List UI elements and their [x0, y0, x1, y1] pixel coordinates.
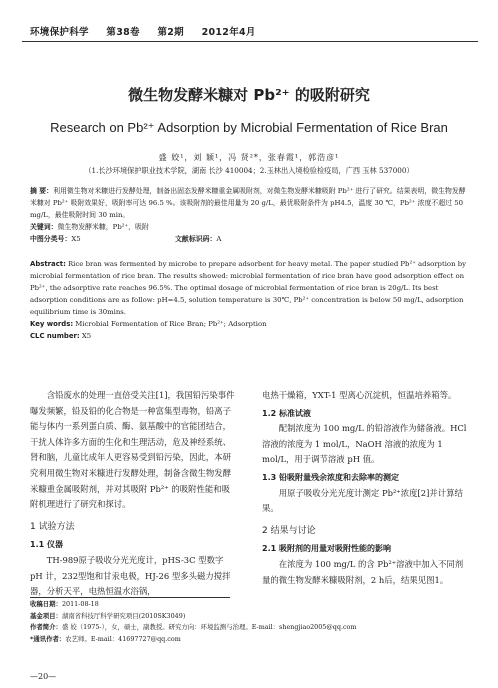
journal-name: 环境保护科学	[30, 27, 89, 38]
fund: 湖南省科技厅科学研究项目(2010SK3049)	[61, 611, 186, 620]
section-1-1-heading: 1.1 仪器	[30, 540, 63, 550]
keywords-en-label: Key words:	[30, 320, 74, 328]
doc-code: A	[216, 235, 222, 243]
section-2-1-text: 在浓度为 100 mg/L 的含 Pb²⁺溶液中加入不同剂量的微生物发酵米糠吸附剂，2 h后，结果见图1。	[262, 558, 464, 585]
footnote	[30, 599, 470, 645]
issue: 第2期	[157, 27, 184, 38]
section-1-3-heading: 1.3 铅吸附量残余浓度和去除率的测定	[262, 472, 399, 482]
doc-code-label: 文献标识码：	[175, 235, 217, 243]
clc-number: X5	[71, 235, 81, 243]
footnote-rule	[30, 597, 230, 598]
continued-text: 电热干燥箱，YXT-1 型离心沉淀机，恒温培养箱等。	[262, 390, 457, 400]
section-1-3-text: 用原子吸收分光光度计测定 Pb²⁺浓度[2]并计算结果。	[262, 487, 463, 514]
header-rule	[22, 41, 478, 42]
abstract-chinese	[30, 185, 470, 245]
clc-en-label: CLC number:	[30, 332, 80, 340]
right-column	[262, 388, 470, 588]
section-2-1-heading: 2.1 吸附剂的用量对吸附性能的影响	[262, 544, 391, 554]
title-chinese: 微生物发酵米糠对 Pb²⁺ 的吸附研究	[128, 86, 370, 104]
author-bio-label: 作者简介：	[30, 623, 62, 631]
section-1-2-text: 配制浓度为 100 mg/L 的铅溶液作为储备液。HCl 溶液的浓度为 1 mol/L，NaOH 溶液的浓度为 1 mol/L，用于调节溶液 pH 值。	[262, 423, 467, 465]
clc-en: X5	[81, 332, 92, 340]
clc-label: 中图分类号：	[30, 235, 72, 243]
corresponding-author: 农艺师。E-mail：41697727@qq.com	[65, 634, 181, 643]
keywords: 微生物发酵米糠，Pb²⁺，吸附	[57, 223, 149, 231]
section-1-heading: 1 试验方法	[30, 521, 75, 532]
abstract-en-label: Abstract:	[30, 260, 66, 268]
section-1-2-heading: 1.2 标准试液	[262, 408, 311, 418]
keywords-en: Microbial Fermentation of Rice Bran; Pb²⁺; Adsorption	[75, 320, 267, 328]
left-column	[30, 388, 238, 600]
received-date: 2011-08-18	[61, 600, 99, 608]
title-english: Research on Pb²⁺ Adsorption by Microbial Fermentation of Rice Bran	[50, 120, 448, 135]
running-header	[30, 24, 470, 38]
abstract-label: 摘 要：	[30, 187, 54, 195]
section-2-heading: 2 结果与讨论	[262, 525, 316, 536]
keywords-label: 关键词：	[30, 223, 58, 231]
abstract-text: 利用微生物对米糠进行发酵处理，制备出固态发酵米糠重金属吸附剂，对微生物发酵米糠吸附 Pb²⁺ 进行了研究。结果表明，微生物发酵米糠对 Pb²⁺ 吸附效果好，吸附率可达 96.5 %。该吸附剂的最佳用量为 20 g/L，最优吸附条件为 pH4.5，温度 30 ℃，Pb²⁺ 浓度不超过 50 mg/L，最佳吸附时间 30 min。	[30, 187, 466, 219]
abstract-english	[30, 258, 470, 342]
date: 2012年4月	[201, 27, 256, 38]
page-number: —20—	[30, 672, 57, 681]
received-label: 收稿日期：	[30, 600, 62, 608]
volume: 第38卷	[106, 27, 140, 38]
fund-label: 基金项目：	[30, 611, 62, 620]
intro-paragraph: 含铅废水的处理一直倍受关注[1]，我国铅污染事件曝发频繁，铅及铅的化合物是一种富集型毒物，铅离子能与体内一系列蛋白质、酶、氨基酸中的官能团结合，干扰人体许多方面的生化和生理活动，危及神经系统、肾和脑，儿童比成年人更容易受到铅污染，因此，本研究利用微生物对米糠进行发酵处理，制备含微生物发酵米糠重金属吸附剂，并对其吸附 Pb²⁺ 的吸附性能和吸附机理进行了研究和探讨。	[30, 390, 235, 510]
abstract-en-text: Rice bran was fermented by microbe to prepare adsorbent for heavy metal. The paper studied Pb²⁺ adsorption by microbial fermentation of rice bran. The results showed: microbial fermentation of rice bran have good adsorption effect on Pb²⁺, the adsorptive rate reaches 96.5%. The optimal dosage of microbial fermentation of rice bran is 20g/L. Its best adsorption conditions are as follow: pH=4.5, solution temperature is 30℃, Pb²⁺ concentration is below 50 mg/L, adsorption equilibrium time is 30mins.	[30, 260, 467, 316]
authors: 盛 姣¹，刘 颖¹，冯 贤²*，张春霞¹，郭浩彦¹	[158, 153, 340, 162]
section-1-1-text: TH-989原子吸收分光光度计，pHS-3C 型数字 pH 计，232型饱和甘汞电极，HJ-26 型多头磁力搅拌器，分析天平，电热恒温水浴锅，	[30, 554, 231, 597]
affiliation: （1.长沙环境保护职业技术学院，湖南 长沙 410004；2.玉林出入境检验检疫局，广西 玉林 537000）	[84, 166, 414, 175]
corresponding-label: *通讯作者：	[30, 634, 66, 643]
author-bio: 盛 姣（1975-），女，硕士，副教授。研究方向：环境监测与治理。E-mail：shengjiao2005@qq.com	[61, 623, 357, 631]
